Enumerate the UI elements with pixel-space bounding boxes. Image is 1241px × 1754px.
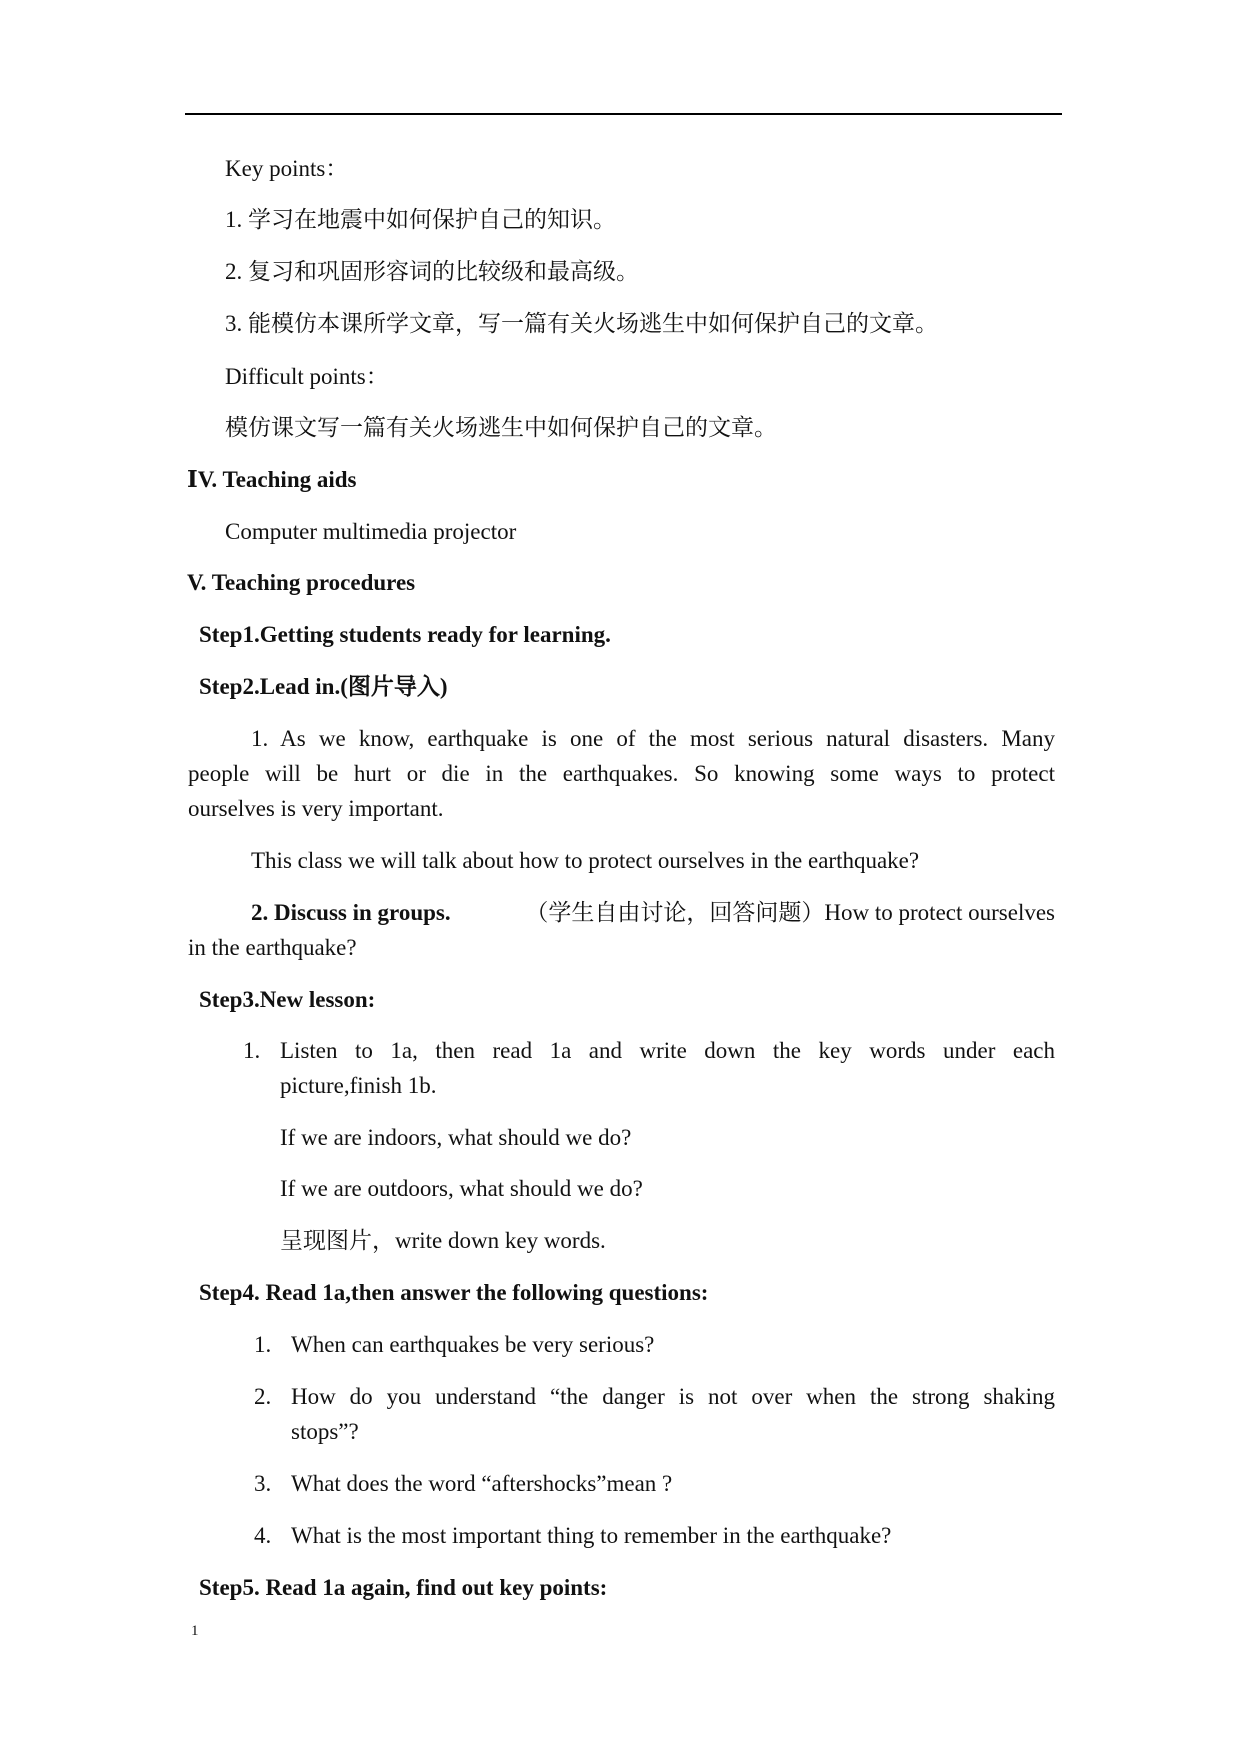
step3-present-pictures: 呈现图片，write down key words. — [280, 1228, 606, 1253]
key-point-1: 1. 学习在地震中如何保护自己的知识。 — [225, 207, 616, 232]
difficult-points-heading: Difficult points： — [225, 364, 389, 389]
step4-q3-number: 3. — [254, 1471, 272, 1496]
step4-q4: What is the most important thing to remember in the earthquake? — [291, 1523, 892, 1548]
step3-question-outdoors: If we are outdoors, what should we do? — [280, 1176, 643, 1201]
key-points-heading: Key points： — [225, 156, 349, 181]
step3-item-number: 1. — [243, 1038, 261, 1063]
step2-para1-line2: people will be hurt or die in the earthquakes. So knowing some ways to protect — [188, 761, 1055, 786]
teaching-aids-text: Computer multimedia projector — [225, 519, 517, 544]
step5-heading: Step5. Read 1a again, find out key points: — [199, 1575, 608, 1600]
step2-para1-line1: 1. As we know, earthquake is one of the most serious natural disasters. Many — [251, 726, 1055, 751]
step2-para2: This class we will talk about how to protect ourselves in the earthquake? — [251, 848, 920, 873]
step4-q3: What does the word “aftershocks”mean ? — [291, 1471, 673, 1496]
step3-heading: Step3.New lesson: — [199, 987, 376, 1012]
step4-heading: Step4. Read 1a,then answer the following questions: — [199, 1280, 709, 1305]
step2-para3-line1 — [251, 898, 1055, 928]
step4-q2-line2: stops”? — [291, 1419, 359, 1444]
discuss-in-groups-label: 2. Discuss in groups. — [251, 900, 451, 925]
discuss-in-groups-text: （学生自由讨论，回答问题）How to protect ourselves — [525, 900, 1055, 925]
step4-q2-number: 2. — [254, 1384, 272, 1409]
step2-para1-line3: ourselves is very important. — [188, 796, 444, 821]
step2-heading: Step2.Lead in.(图片导入) — [199, 674, 448, 699]
step1-heading: Step1.Getting students ready for learning. — [199, 622, 611, 647]
page-number: 1 — [191, 1623, 199, 1639]
header-rule — [185, 113, 1062, 115]
section5-heading: V. Teaching procedures — [187, 570, 416, 595]
step4-q2-line1: How do you understand “the danger is not over when the strong shaking — [291, 1384, 1055, 1409]
step3-question-indoors: If we are indoors, what should we do? — [280, 1125, 632, 1150]
step4-q1: When can earthquakes be very serious? — [291, 1332, 655, 1357]
step3-item-line1: Listen to 1a, then read 1a and write down the key words under each — [280, 1038, 1055, 1063]
difficult-points-text: 模仿课文写一篇有关火场逃生中如何保护自己的文章。 — [225, 415, 777, 440]
section4-heading: ⅠV. Teaching aids — [187, 467, 357, 492]
step4-q4-number: 4. — [254, 1523, 272, 1548]
step3-item-line2: picture,finish 1b. — [280, 1073, 437, 1098]
step4-q1-number: 1. — [254, 1332, 272, 1357]
key-point-3: 3. 能模仿本课所学文章，写一篇有关火场逃生中如何保护自己的文章。 — [225, 311, 938, 336]
step2-para3-line2: in the earthquake? — [188, 935, 357, 960]
key-point-2: 2. 复习和巩固形容词的比较级和最高级。 — [225, 259, 639, 284]
